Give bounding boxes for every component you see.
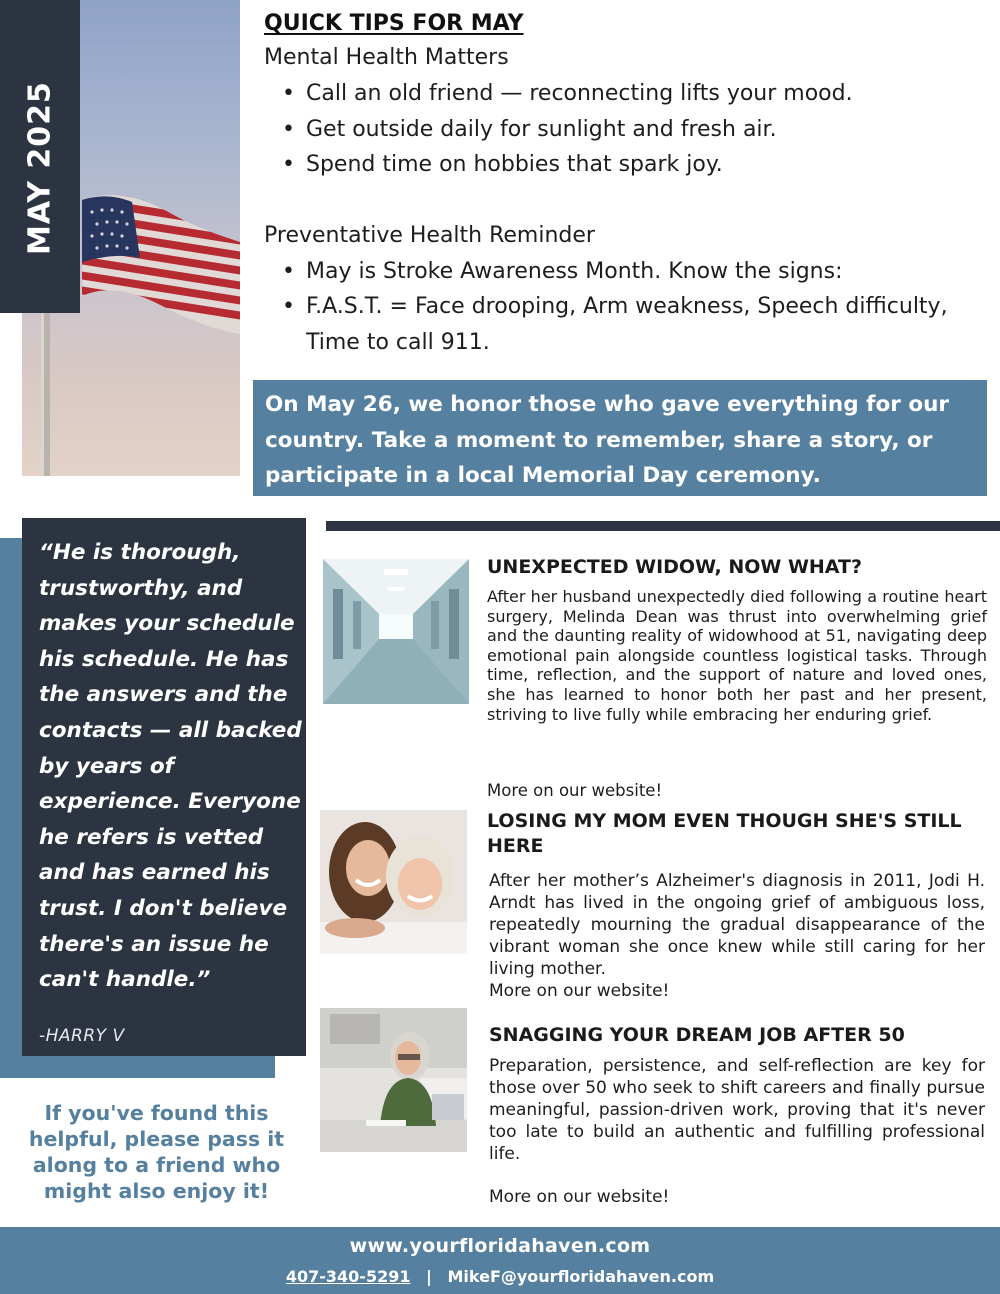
quick-tips-heading: QUICK TIPS FOR MAY	[264, 11, 524, 36]
article-image-woman-laptop	[320, 1008, 467, 1152]
article-body: After her mother’s Alzheimer's diagnosis in 2011, Jodi H. Arndt has lived in the ongoing grief of ambiguous loss, repeatedly mourning the gradual disappearance of the vibrant woman she once knew while still caring for her living mother.	[489, 871, 985, 979]
list-item: • Get outside daily for sunlight and fresh air.	[280, 112, 984, 148]
footer-phone-link[interactable]: 407-340-5291	[285, 1267, 411, 1286]
article-title: SNAGGING YOUR DREAM JOB AFTER 50	[489, 1024, 905, 1046]
mental-health-list	[280, 76, 984, 183]
article-image-mother-daughter	[320, 810, 467, 954]
testimonial-card	[22, 518, 306, 1056]
preventative-health-subheading: Preventative Health Reminder	[264, 222, 595, 248]
date-sidebar	[0, 0, 80, 313]
footer-email-link[interactable]: MikeF@yourfloridahaven.com	[447, 1267, 715, 1286]
article-more-link[interactable]: More on our website!	[489, 1187, 670, 1207]
article-more-link[interactable]: More on our website!	[487, 781, 663, 800]
footer	[0, 1227, 1000, 1294]
article-title: LOSING MY MOM EVEN THOUGH SHE'S STILL HERE	[487, 810, 962, 857]
article-more-link[interactable]: More on our website!	[489, 981, 670, 1001]
footer-contact	[0, 1267, 1000, 1286]
share-note: If you've found this helpful, please pass it along to a friend who might also enjoy it!	[28, 1101, 285, 1203]
testimonial-author: -HARRY V	[39, 1026, 125, 1046]
quick-tips-section	[264, 8, 984, 360]
memorial-day-banner	[253, 380, 987, 496]
article-body: After her husband unexpectedly died following a routine heart surgery, Melinda Dean was thrust into overwhelming grief and the daunting reality of widowhood at 51, navigating deep emotional pain alongside countless logistical tasks. Through time, reflection, and the support of nature and loved ones, she has learned to honor both her past and her present, striving to live fully while embracing her enduring grief.	[487, 587, 987, 724]
list-item: • May is Stroke Awareness Month. Know the signs:	[280, 254, 984, 290]
issue-date: MAY 2025	[22, 81, 58, 255]
list-item: • Call an old friend — reconnecting lifts your mood.	[280, 76, 984, 112]
testimonial-quote: “He is thorough, trustworthy, and makes your schedule his schedule. He has the answers and the contacts — all backed by years of experience. Everyone he refers is vetted and has earned his trust. I don't believe there's an issue he can't handle.”	[39, 540, 302, 993]
list-item: • Spend time on hobbies that spark joy.	[280, 147, 984, 183]
memorial-day-text: On May 26, we honor those who gave everything for our country. Take a moment to remember, share a story, or participate in a local Memorial Day ceremony.	[265, 392, 950, 488]
article-image-hospital-corridor	[323, 559, 469, 704]
article-title: UNEXPECTED WIDOW, NOW WHAT?	[487, 556, 863, 578]
preventative-health-list	[280, 254, 984, 361]
list-item: • F.A.S.T. = Face drooping, Arm weakness, Speech difficulty, Time to call 911.	[280, 289, 984, 360]
footer-separator: |	[426, 1267, 432, 1286]
articles-divider	[326, 521, 1000, 531]
footer-website-link[interactable]: www.yourfloridahaven.com	[349, 1235, 651, 1257]
article-body: Preparation, persistence, and self-reflection are key for those over 50 who seek to shift careers and finally pursue meaningful, passion-driven work, proving that it's never too late to build an authentic and fulfilling professional life.	[489, 1056, 985, 1164]
mental-health-subheading: Mental Health Matters	[264, 45, 509, 70]
